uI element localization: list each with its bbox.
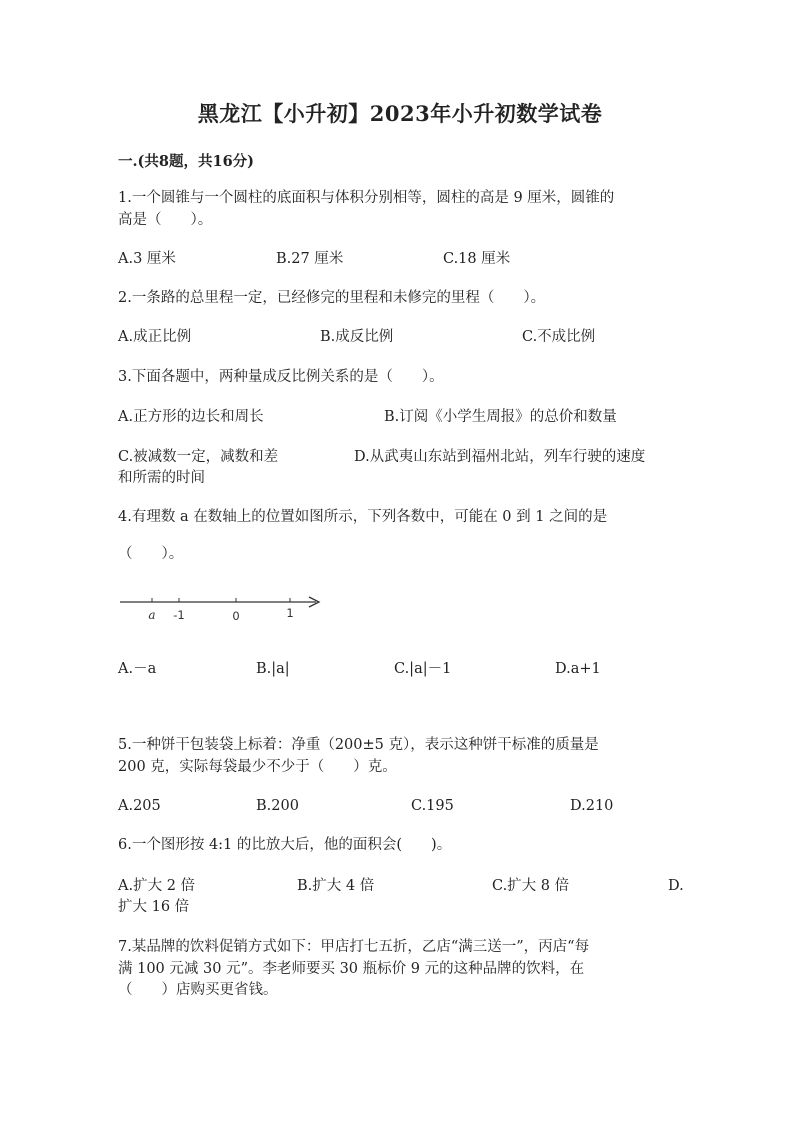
q1-option-c: C.18 厘米 (443, 251, 511, 267)
q5-stem-line1: 5.一种饼干包装袋上标着：净重（200±5 克），表示这种饼干标准的质量是 (118, 737, 599, 753)
q6-option-d-continued: 扩大 16 倍 (118, 899, 190, 915)
q2-option-c: C.不成比例 (522, 329, 596, 345)
q5-option-b: B.200 (256, 798, 299, 814)
q3-option-a: A.正方形的边长和周长 (118, 409, 264, 425)
q5-stem-line2: 200 克，实际每袋最少不少于（ ）克。 (118, 759, 397, 775)
q4-option-b: B.|a| (256, 661, 290, 677)
q6-option-b: B.扩大 4 倍 (297, 878, 375, 894)
label-minus-1: -1 (173, 608, 185, 622)
q3-option-d-line1: D.从武夷山东站到福州北站，列车行驶的速度 (354, 449, 646, 465)
q4-stem-line1: 4.有理数 a 在数轴上的位置如图所示，下列各数中，可能在 0 到 1 之间的是 (118, 509, 608, 525)
label-0: 0 (232, 609, 240, 623)
q2-option-b: B.成反比例 (320, 329, 394, 345)
q3-option-c: C.被减数一定，减数和差 (118, 449, 279, 465)
q1-stem-line2: 高是（ ）。 (118, 212, 213, 228)
q1-stem-line1: 1.一个圆锥与一个圆柱的底面积与体积分别相等，圆柱的高是 9 厘米，圆锥的 (118, 190, 615, 206)
label-a: a (148, 608, 156, 622)
q6-option-d: D. (668, 878, 684, 894)
q7-stem-line2: 满 100 元减 30 元”。李老师要买 30 瓶标价 9 元的这种品牌的饮料，在 (118, 961, 585, 977)
q7-stem-line3: （ ）店购买更省钱。 (118, 982, 278, 998)
q3-stem: 3.下面各题中，两种量成反比例关系的是（ ）。 (118, 369, 444, 385)
q6-option-a: A.扩大 2 倍 (118, 878, 196, 894)
q1-option-b: B.27 厘米 (276, 251, 344, 267)
number-line-figure (118, 592, 328, 628)
q4-option-d: D.a+1 (555, 661, 601, 677)
q2-option-a: A.成正比例 (118, 329, 192, 345)
label-1: 1 (286, 606, 294, 620)
q3-option-b: B.订阅《小学生周报》的总价和数量 (384, 409, 617, 425)
q6-stem: 6.一个图形按 4:1 的比放大后，他的面积会( )。 (118, 837, 452, 853)
exam-title: 黑龙江【小升初】2023年小升初数学试卷 (197, 101, 603, 126)
q1-option-a: A.3 厘米 (118, 251, 176, 267)
q4-stem-line2: （ ）。 (118, 546, 184, 562)
q4-option-a: A.－a (118, 661, 157, 677)
q6-option-c: C.扩大 8 倍 (492, 878, 570, 894)
q2-stem: 2.一条路的总里程一定，已经修完的里程和未修完的里程（ ）。 (118, 290, 546, 306)
q5-option-d: D.210 (570, 798, 614, 814)
q5-option-a: A.205 (118, 798, 161, 814)
section-header: 一.(共8题，共16分) (118, 153, 255, 170)
q4-option-c: C.|a|－1 (394, 661, 452, 677)
q7-stem-line1: 7.某品牌的饮料促销方式如下：甲店打七五折，乙店“满三送一”，丙店“每 (118, 939, 590, 955)
q5-option-c: C.195 (411, 798, 454, 814)
q3-option-d-line2: 和所需的时间 (118, 470, 205, 486)
